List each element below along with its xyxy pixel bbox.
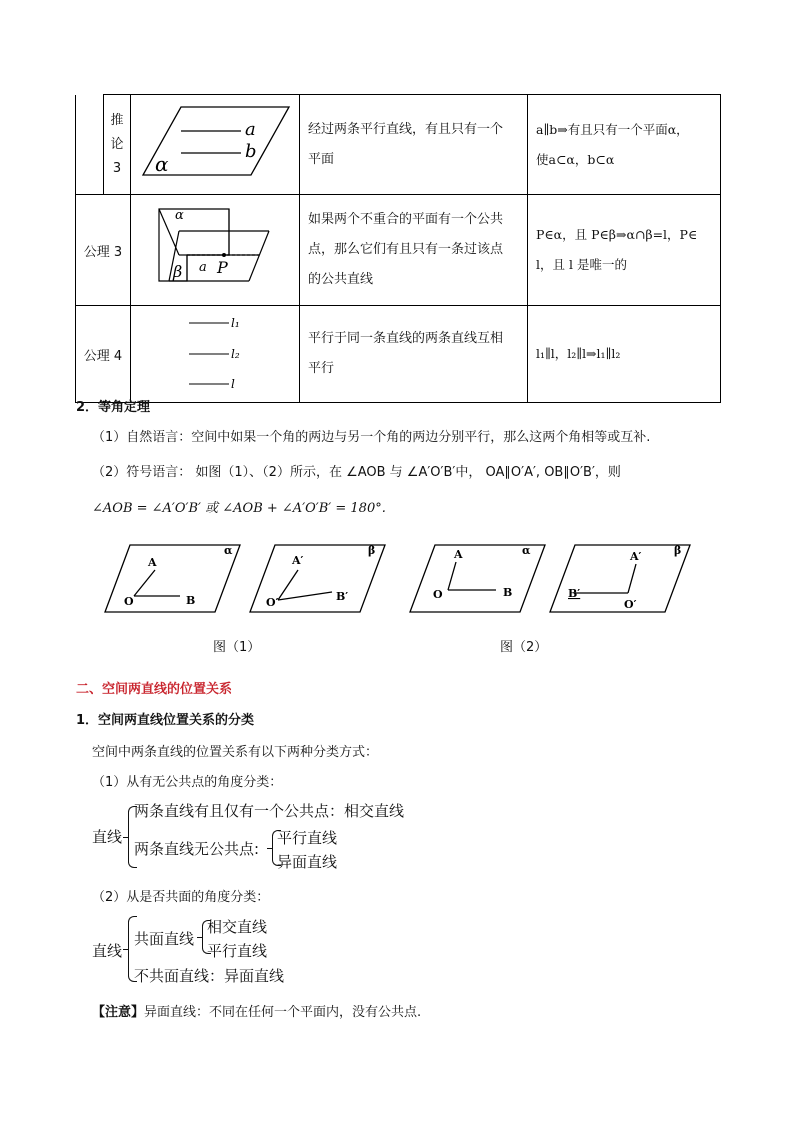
fig2-right-A: A′ xyxy=(630,550,642,563)
fig2-right-plane: β xyxy=(674,544,682,557)
fig1-right-plane: β xyxy=(368,544,376,557)
label-l2: l₂ xyxy=(231,347,240,361)
fig1-left-A: A xyxy=(148,556,157,569)
equal-angle-heading: 2．等角定理 xyxy=(76,400,151,415)
figure-parallel-lines-plane xyxy=(131,95,300,195)
fig2-right-B: B′ xyxy=(568,587,581,600)
description-cell: 经过两条平行直线，有且只有一个 平面 xyxy=(300,95,528,195)
fig2-right-O: O′ xyxy=(624,598,637,611)
figure-intersecting-planes xyxy=(131,195,300,306)
classification-intro: 空间中两条直线的位置关系有以下两种分类方式： xyxy=(92,745,379,760)
label-l: l xyxy=(231,377,235,391)
row-label-axiom3: 公理 3 xyxy=(76,195,131,306)
section-two-heading: 二、空间两直线的位置关系 xyxy=(76,682,233,697)
fig2-left-A: A xyxy=(454,548,463,561)
description-cell: 平行于同一条直线的两条直线互相 平行 xyxy=(300,306,528,403)
axiom-table xyxy=(75,94,721,403)
figure2-caption: 图（2） xyxy=(500,640,548,655)
label-beta: β xyxy=(173,262,183,281)
fig2-left-O: O xyxy=(433,588,443,601)
method2-branch1: 共面直线 xyxy=(134,930,195,948)
method1-leaf2: 异面直线 xyxy=(277,853,338,871)
symbolic-statement: （2）符号语言： 如图（1）、（2）所示，在 ∠AOB 与 ∠A′O′B′中， OA∥O′A′, OB∥O′B′，则 xyxy=(92,465,621,480)
fig1-left-B: B xyxy=(186,594,196,607)
label-l1: l₁ xyxy=(231,316,240,330)
method1-title: （1）从有无公共点的角度分类： xyxy=(92,775,283,790)
description-cell: 如果两个不重合的平面有一个公共 点，那么它们有且只有一条过该点 的公共直线 xyxy=(300,195,528,306)
fig2-left-B: B xyxy=(503,586,513,599)
method2-branch2: 不共面直线：异面直线 xyxy=(134,967,285,985)
symbolic-statement-formula: ∠AOB = ∠A′O′B′ 或 ∠AOB + ∠A′O′B′ = 180°. xyxy=(92,501,386,516)
table-row xyxy=(76,306,721,403)
table-row xyxy=(76,95,721,195)
section-two-subheading: 1．空间两直线位置关系的分类 xyxy=(76,713,255,728)
note-label: 【注意】 xyxy=(92,1005,145,1020)
figure-three-parallel-lines xyxy=(131,306,300,403)
figure1-caption: 图（1） xyxy=(213,640,261,655)
method2-root: 直线 xyxy=(92,942,123,960)
method1-root: 直线 xyxy=(92,828,123,846)
method1-branch1: 两条直线有且仅有一个公共点：相交直线 xyxy=(134,802,405,820)
fig1-right-B: B′ xyxy=(336,590,349,603)
fig1-left-plane: α xyxy=(224,544,233,557)
fig2-left-plane: α xyxy=(522,544,531,557)
method2-leaf1: 相交直线 xyxy=(207,918,268,936)
row-label-axiom4: 公理 4 xyxy=(76,306,131,403)
note xyxy=(92,1001,421,1020)
fig1-left-O: O xyxy=(124,595,134,608)
method1-branch2: 两条直线无公共点: xyxy=(134,840,260,858)
label-alpha: α xyxy=(155,152,169,176)
table-row xyxy=(76,195,721,306)
fig1-right-O: O′ xyxy=(266,596,279,609)
label-b: b xyxy=(245,141,257,162)
symbolic-cell: l₁∥l，l₂∥l⇒l₁∥l₂ xyxy=(528,306,721,403)
label-P: P xyxy=(217,258,228,277)
label-alpha: α xyxy=(175,208,184,223)
row-label-corollary3: 推 论 3 xyxy=(104,95,131,195)
method1-leaf1: 平行直线 xyxy=(277,829,338,847)
equal-angle-figures xyxy=(100,540,720,620)
fig1-right-A: A′ xyxy=(292,554,304,567)
symbolic-cell: a∥b⇒有且只有一个平面α， 使a⊂α，b⊂α xyxy=(528,95,721,195)
note-text: 异面直线：不同在任何一个平面内，没有公共点. xyxy=(144,1005,422,1020)
method2-leaf2: 平行直线 xyxy=(207,942,268,960)
symbolic-cell: P∈α，且 P∈β⇒α∩β=l，P∈ l，且 l 是唯一的 xyxy=(528,195,721,306)
method2-title: （2）从是否共面的角度分类： xyxy=(92,890,270,905)
natural-language-statement: （1）自然语言：空间中如果一个角的两边与另一个角的两边分别平行，那么这两个角相等或互补. xyxy=(92,430,651,445)
label-a: a xyxy=(245,119,256,140)
label-a: a xyxy=(199,260,207,275)
